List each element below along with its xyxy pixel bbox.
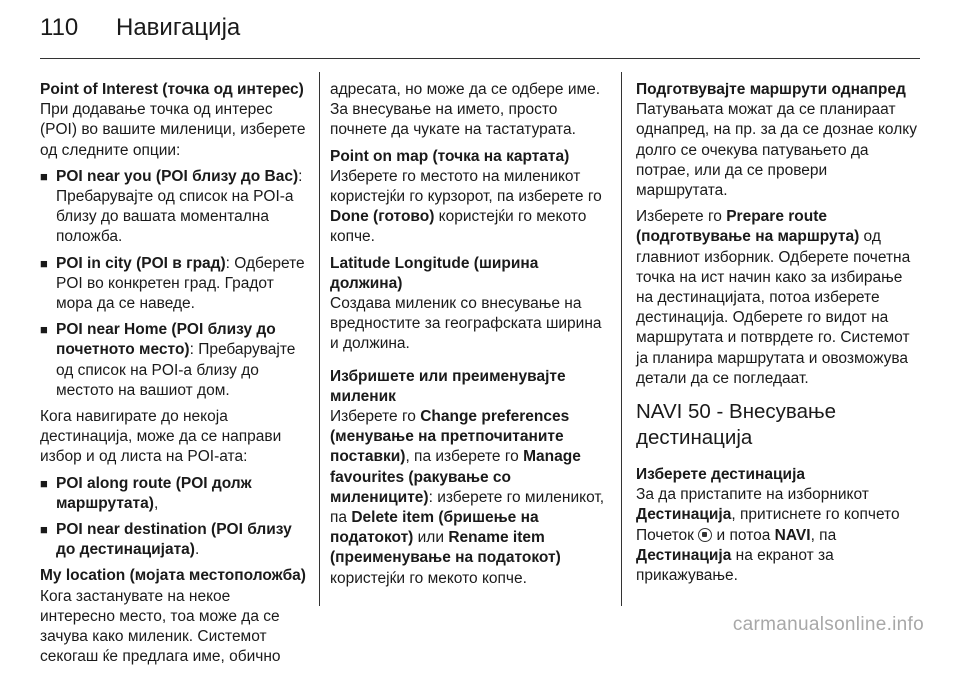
list-item: ■ POI near you (POI близу до Вас): Пребарувајте од список на POI-а близу до вашата моментална положба. (40, 167, 308, 248)
heading-navi-50: NAVI 50 - Внесување дестинација (636, 400, 837, 450)
column-1 (40, 80, 308, 673)
column-3 (636, 80, 920, 592)
watermark: carmanualsonline.info (732, 614, 924, 635)
paragraph-my-location: Кога застанувате на некое интересно место, тоа може да се зачува како миленик. Системот секогаш ќе предлага име, обично (40, 587, 281, 666)
paragraph-navigate: Кога навигирате до некоја дестинација, може да се направи избор и од листа на POI-ата: (40, 408, 282, 466)
home-button-icon (698, 528, 712, 542)
heading-point-on-map: Point on map (точка на картата) (330, 147, 570, 165)
paragraph-select-destination: За да пристапите на изборникот Дестинација, притиснете го копчето Почеток и потоа NAVI, па Дестинација на екранот за прикажување. (636, 486, 900, 585)
list-item: ■ POI near destination (POI близу до дестинацијата). (40, 520, 308, 560)
heading-lat-lon: Latitude Longitude (ширина должина) (330, 254, 539, 292)
poi-options-list (40, 167, 308, 401)
poi-route-list (40, 474, 308, 561)
list-item: ■ POI in city (POI в град): Одберете POI во конкретен град. Градот мора да се наведе. (40, 254, 308, 315)
paragraph-lat-lon: Создава миленик со внесување на вредностите за географската ширина и должина. (330, 295, 602, 353)
paragraph-continued: адресата, но може да се одбере име. За внесување на името, просто почнете да чукате на тастатурата. (330, 81, 601, 139)
paragraph-poi: При додавање точка од интерес (POI) во вашите миленици, изберете од следните опции: (40, 101, 306, 159)
paragraph-delete-rename: Изберете го Change preferences (менување на претпочитаните поставки), па изберете го Manage favourites (ракување со милениците): изберете го миленикот, па Delete item (бришење на податокот) или Rename item (преименување на податокот) користејќи го мекото копче. (330, 408, 605, 587)
column-2 (330, 80, 605, 595)
header-divider (40, 58, 920, 59)
list-item: ■ POI along route (POI долж маршрутата), (40, 474, 308, 514)
column-divider-1 (319, 72, 320, 606)
paragraph-point-on-map: Изберете го местото на миленикот користејќи го курзорот, па изберете го Done (готово) користејќи го мекото копче. (330, 167, 602, 246)
column-divider-2 (621, 72, 622, 606)
list-item: ■ POI near Home (POI близу до почетното место): Пребарувајте од список на POI-а близу до местото на вашиот дом. (40, 320, 308, 401)
paragraph-prepare-route-steps: Изберете го Prepare route (подготвување на маршрута) од главниот изборник. Одберете почетна точка на ист начин како за избирање на дестинацијата, потоа изберете дестинација. Одберете го видот на маршрутата и потврдете го. Системот ја планира маршрутата и овозможува детали да се погледаат. (636, 208, 911, 387)
heading-prepare-routes: Подготвувајте маршрути однапред (636, 81, 906, 98)
heading-my-location: My location (мојата местоположба) (40, 567, 306, 585)
page-number: 110 (40, 14, 79, 41)
section-title: Навигација (116, 14, 241, 41)
heading-delete-rename: Избришете или преименувајте миленик (330, 367, 566, 405)
paragraph-prepare-routes: Патувањата можат да се планираат однапред, на пр. за да се дознае колку долго се очекува патувањето да потрае, или да се провери маршрутата. (636, 101, 917, 200)
heading-poi: Point of Interest (точка од интерес) (40, 81, 304, 98)
heading-select-destination: Изберете дестинација (636, 466, 806, 484)
page-header (0, 0, 960, 56)
